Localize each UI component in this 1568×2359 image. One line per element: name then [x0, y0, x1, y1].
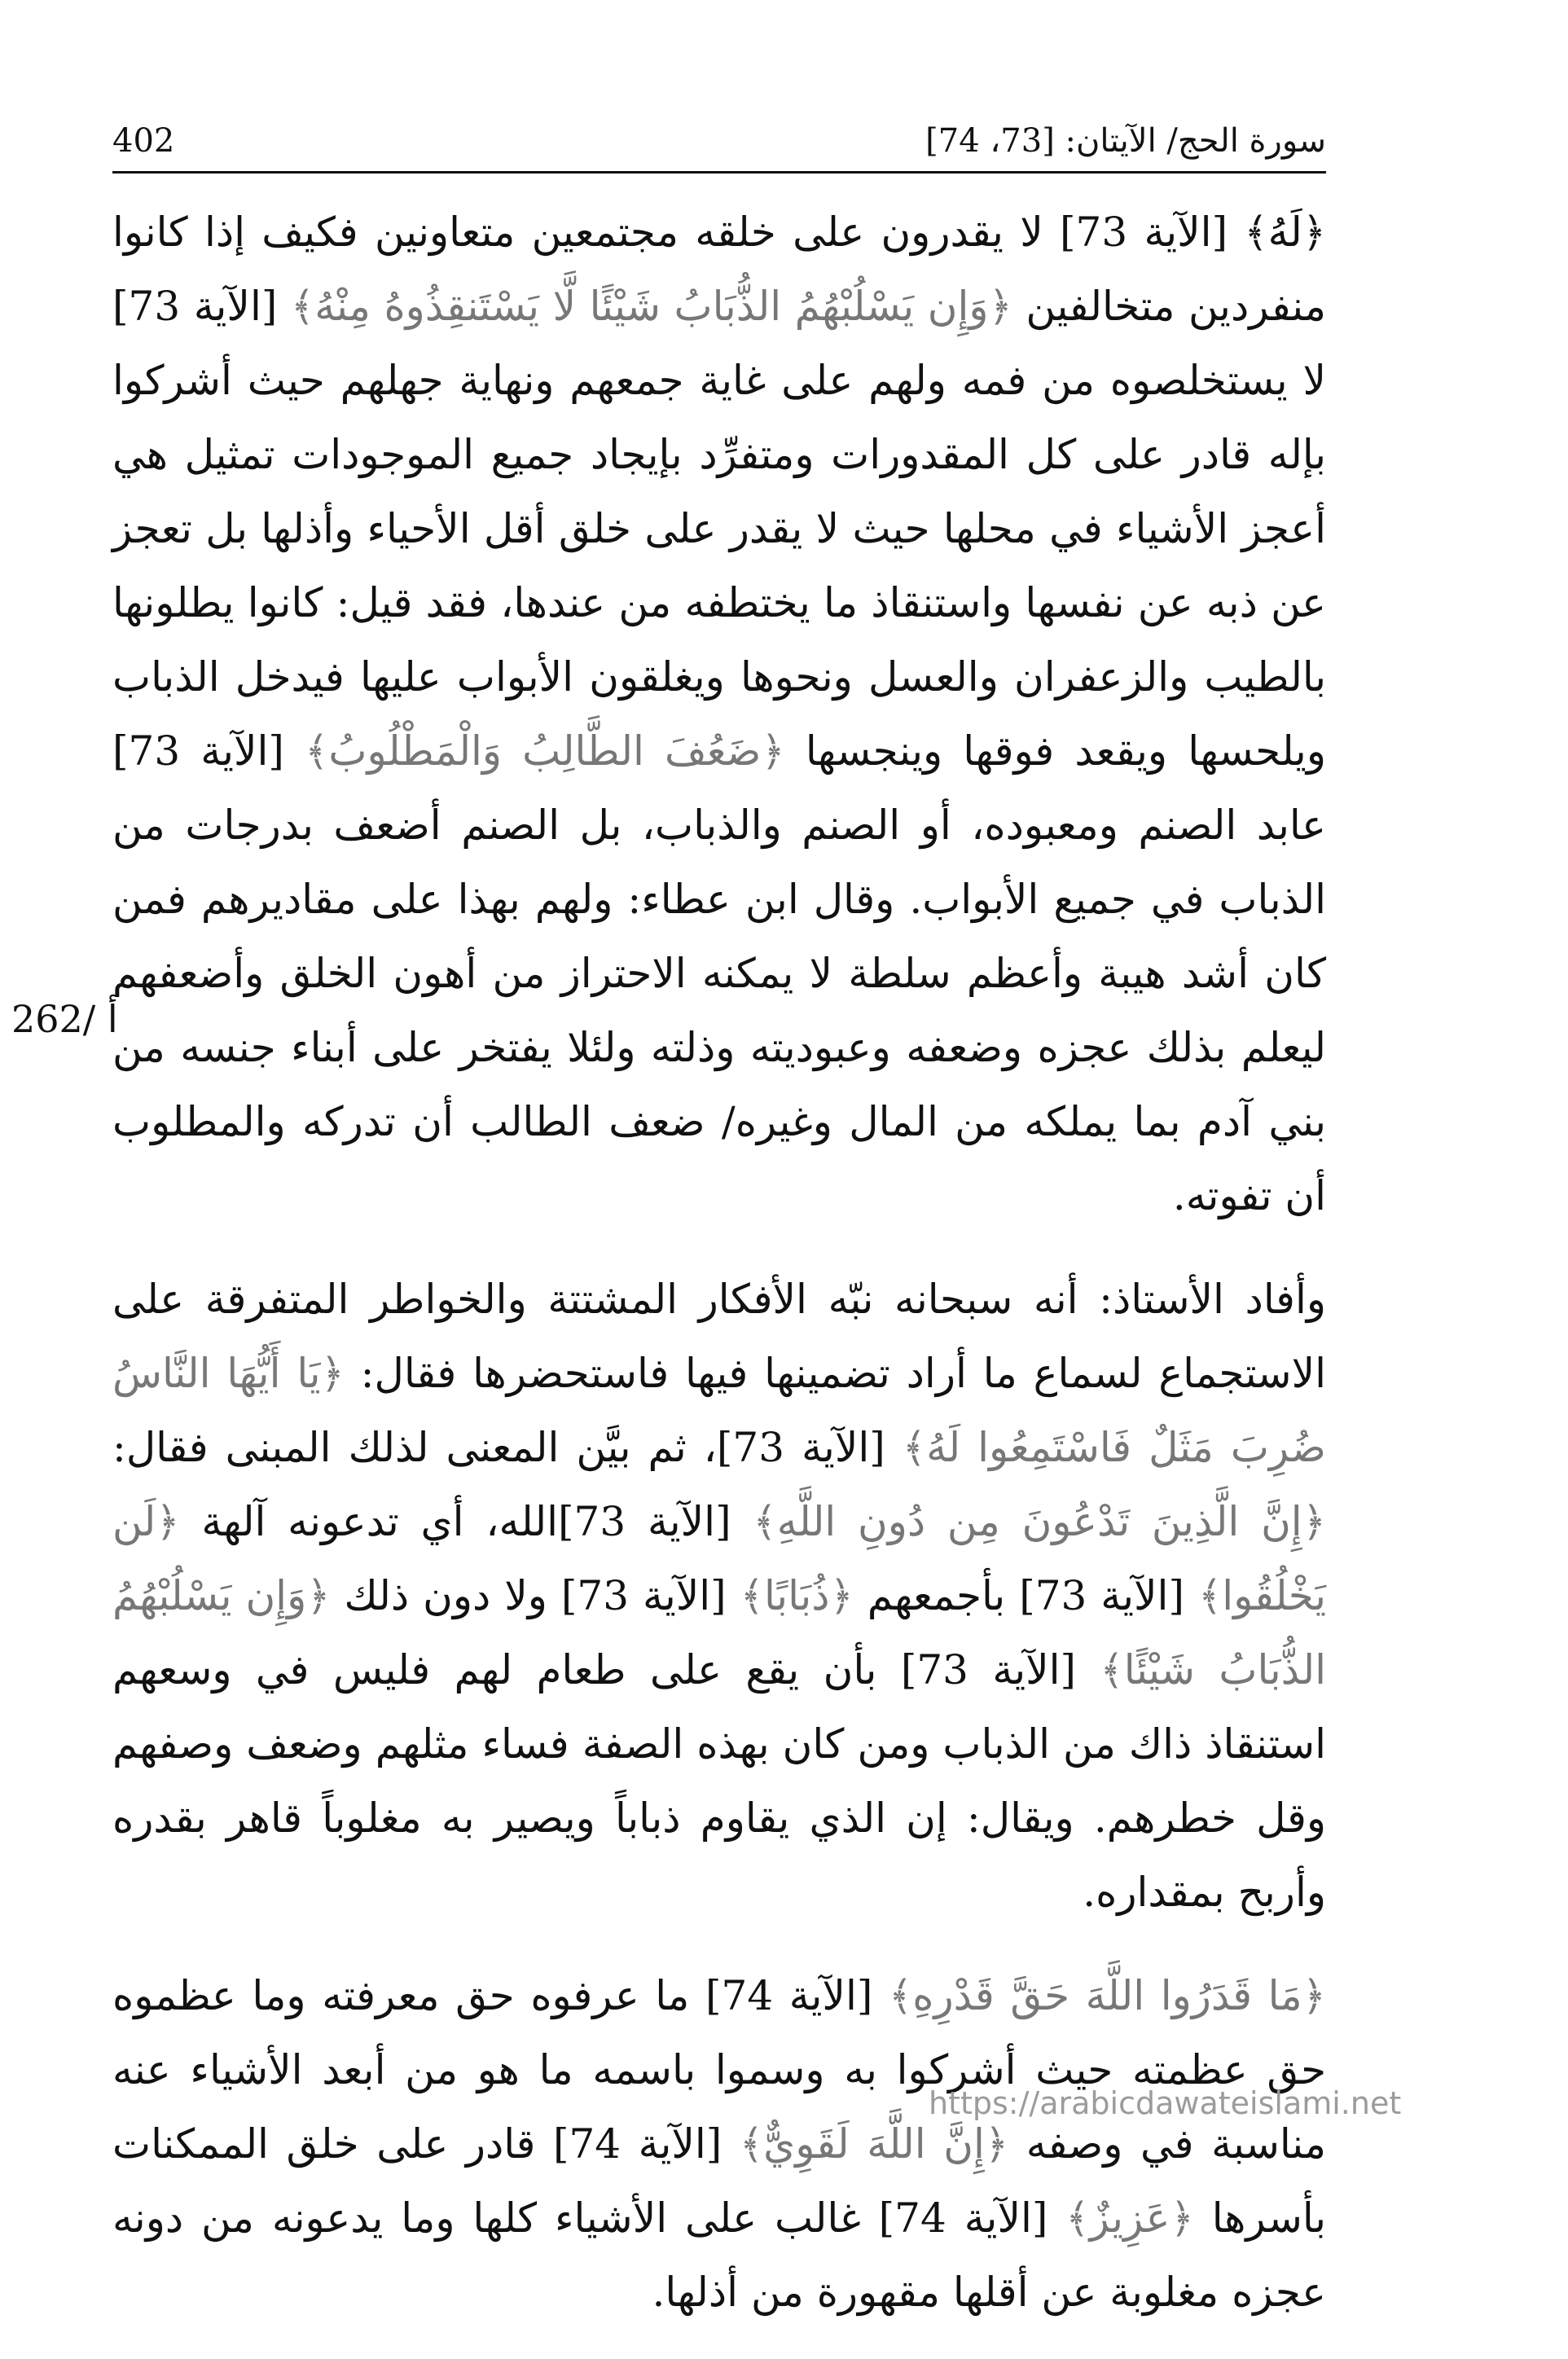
- page-header: [112, 121, 1326, 174]
- quran-quote: ﴿يَا أَيُّهَا النَّاسُ ضُرِبَ مَثَلٌ فَاسْتَمِعُوا لَهُ﴾: [112, 1350, 1326, 1471]
- watermark-url: https://arabicdawateislami.net: [929, 2085, 1402, 2121]
- quran-quote: ﴿وَإِن يَسْلُبْهُمُ الذُّبَابُ شَيْئًا﴾: [112, 1572, 1327, 1693]
- text-run: [الآية 73] لا يستخلصوه من فمه ولهم على غاية جمعهم ونهاية جهلهم حيث أشركوا بإله قادر على كل المقدورات ومتفرِّد بإيجاد جميع الموجودات تمثيل هي أعجز الأشياء في محلها حيث لا يقدر على خلق أقل الأحياء وأذلها بل تعجز عن ذبه عن نفسها واستنقاذ ما يختطفه من عندها، فقد قيل: كانوا يطلونها بالطيب والزعفران والعسل ونحوها ويغلقون الأبواب عليها فيدخل الذباب ويلحسها ويقعد فوقها وينجسها: [112, 283, 1326, 775]
- text-run: [الآية 73] عابد الصنم ومعبوده، أو الصنم والذباب، بل الصنم أضعف بدرجات من الذباب في جميع الأبواب. وقال ابن عطاء: ولهم بهذا على مقاديرهم فمن كان أشد هيبة وأعظم سلطة لا يمكنه الاحتراز من أهون الخلق وأضعفهم ليعلم بذلك عجزه وضعفه وعبوديته وذلته ولئلا يفتخر على أبناء جنسه من بني آدم بما يملكه من المال وغيره/ ضعف الطالب أن تدركه والمطلوب أن تفوته.: [112, 727, 1326, 1219]
- paragraph-1: [112, 195, 1326, 1233]
- paragraph-3: [112, 1959, 1326, 2330]
- quran-quote: ﴿ضَعُفَ الطَّالِبُ وَالْمَطْلُوبُ﴾: [305, 727, 785, 775]
- quran-quote: ﴿عَزِيزٌ﴾: [1065, 2194, 1194, 2242]
- quran-quote: ﴿إِنَّ الَّذِينَ تَدْعُونَ مِن دُونِ اللَّهِ﴾: [753, 1498, 1326, 1545]
- page-number: 402: [112, 122, 175, 160]
- text-run: [الآية 73] بأجمعهم: [853, 1572, 1198, 1619]
- text-run: [الآية 74] ما عرفوه حق معرفته وما عظموه حق عظمته حيث أشركوا به وسموا باسمه ما هو من أبعد الأشياء عنه مناسبة في وصفه: [112, 1972, 1326, 2168]
- text-run: ﴿لَهُ﴾ [الآية 73] لا يقدرون على خلقه مجتمعين متعاونين فكيف إذا كانوا منفردين متخالفين: [112, 209, 1326, 330]
- quran-quote: ﴿مَا قَدَرُوا اللَّهَ حَقَّ قَدْرِهِ﴾: [888, 1972, 1326, 2019]
- quran-quote: ﴿لَن يَخْلُقُوا﴾: [112, 1498, 1326, 1619]
- text-run: وأفاد الأستاذ: أنه سبحانه نبّه الأفكار المشتتة والخواطر المتفرقة على الاستجماع لسماع ما أراد تضمينها فيها فاستحضرها فقال:: [112, 1276, 1326, 1397]
- text-run: [الآية 73]، ثم بيَّن المعنى لذلك المبنى فقال:: [112, 1424, 903, 1471]
- running-title: سورة الحج/ الآيتان: [73، 74]: [925, 122, 1326, 160]
- margin-folio-note: 262/ أ: [11, 997, 118, 1041]
- quran-quote: ﴿إِنَّ اللَّهَ لَقَوِيٌّ﴾: [739, 2120, 1009, 2168]
- text-run: [الآية 73] ولا دون ذلك: [330, 1572, 740, 1619]
- page-body: [112, 195, 1326, 2359]
- quran-quote: ﴿وَإِن يَسْلُبْهُمُ الذُّبَابُ شَيْئًا لَّا يَسْتَنقِذُوهُ مِنْهُ﴾: [290, 283, 1012, 330]
- quran-quote: ﴿ذُبَابًا﴾: [740, 1572, 854, 1619]
- text-run: [الآية 74] قادر على خلق الممكنات بأسرها: [112, 2120, 1326, 2242]
- paragraph-2: [112, 1263, 1326, 1930]
- text-run: [الآية 73]الله، أي تدعونه آلهة: [179, 1498, 753, 1545]
- text-run: [الآية 73] بأن يقع على طعام لهم فليس في وسعهم استنقاذ ذاك من الذباب ومن كان بهذه الصفة فساء مثلهم وضعف وصفهم وقل خطرهم. ويقال: إن الذي يقاوم ذباباً ويصير به مغلوباً قاهر بقدره وأربح بمقداره.: [112, 1646, 1326, 1916]
- text-run: [الآية 74] غالب على الأشياء كلها وما يدعونه من دونه عجزه مغلوبة عن أقلها مقهورة من أذلها.: [112, 2194, 1326, 2316]
